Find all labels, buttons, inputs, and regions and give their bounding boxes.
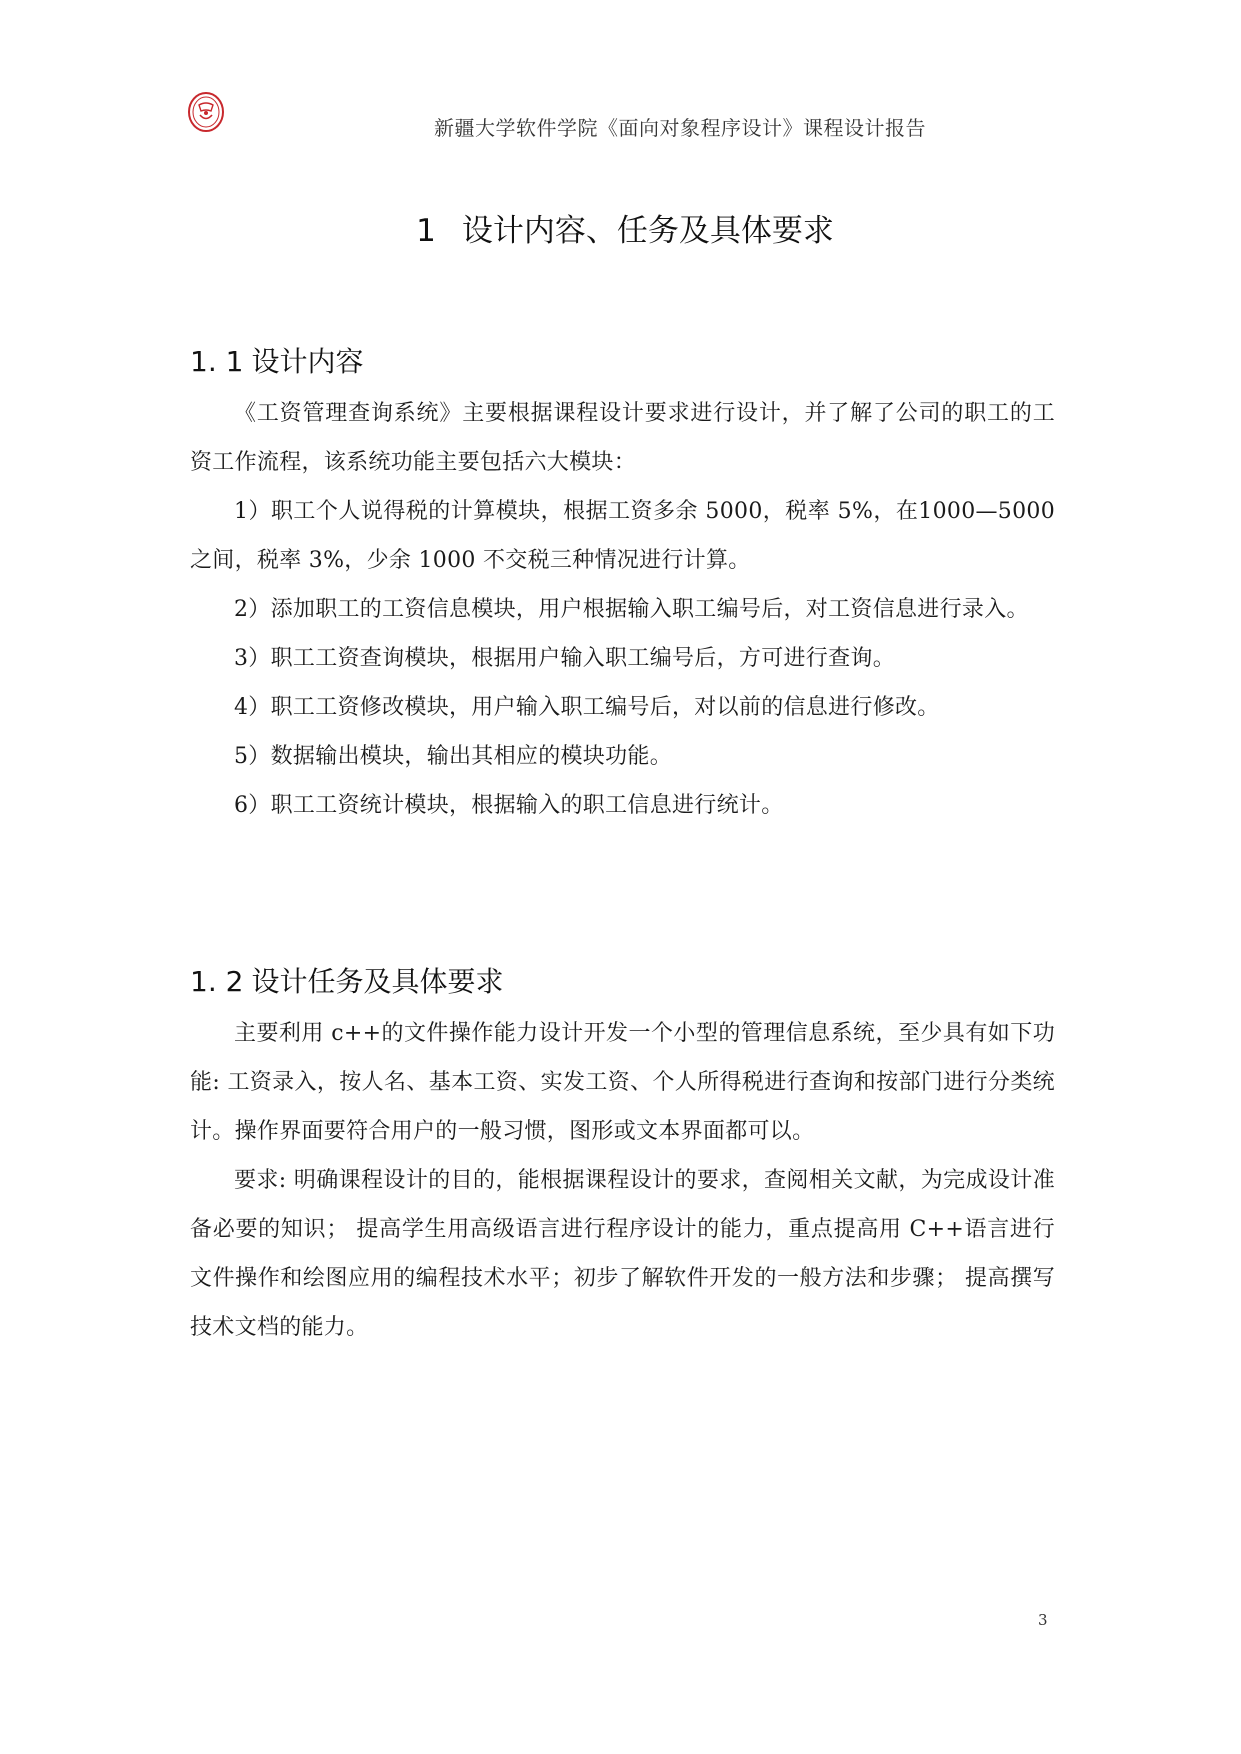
paragraph: 主要利用 c++的文件操作能力设计开发一个小型的管理信息系统，至少具有如下功能: 工资录入，按人名、基本工资、实发工资、个人所得税进行查询和按部门进行分类统计。操作界面要符合用户的一般习惯，图形或文本界面都可以。 (190, 1021, 1055, 1144)
paragraph: 要求: 明确课程设计的目的，能根据课程设计的要求，查阅相关文献，为完成设计准备必要的知识； 提高学生用高级语言进行程序设计的能力，重点提高用 C++语言进行文件操作和绘图应用的编程技术水平；初步了解软件开发的一般方法和步骤； 提高撰写技术文档的能力。 (190, 1168, 1055, 1340)
section-title-text: 设计任务及具体要求 (251, 965, 504, 998)
page-number: 3 (1038, 1611, 1048, 1629)
chapter-number: 1 (416, 213, 436, 249)
section-body-design-content (190, 389, 1055, 830)
section-title-text: 设计内容 (251, 345, 364, 378)
section-number: 1. 1 (190, 345, 244, 378)
chapter-title (190, 205, 1060, 250)
section-body-design-tasks (190, 1009, 1055, 1352)
section-heading-design-content (190, 340, 363, 380)
university-seal-icon (187, 91, 225, 133)
chapter-title-text: 设计内容、任务及具体要求 (461, 213, 834, 249)
paragraph: 5）数据输出模块，输出其相应的模块功能。 (234, 744, 672, 769)
running-header: 新疆大学软件学院《面向对象程序设计》课程设计报告 (434, 116, 926, 140)
paragraph: 1）职工个人说得税的计算模块，根据工资多余 5000，税率 5%，在1000—5000 之间，税率 3%，少余 1000 不交税三种情况进行计算。 (190, 499, 1055, 573)
paragraph: 3）职工工资查询模块，根据用户输入职工编号后，方可进行查询。 (234, 646, 895, 671)
paragraph: 6）职工工资统计模块，根据输入的职工信息进行统计。 (234, 793, 784, 818)
section-heading-design-tasks (190, 960, 503, 1000)
paragraph: 2）添加职工的工资信息模块，用户根据输入职工编号后，对工资信息进行录入。 (234, 597, 1029, 622)
section-number: 1. 2 (190, 965, 244, 998)
paragraph: 4）职工工资修改模块，用户输入职工编号后，对以前的信息进行修改。 (234, 695, 940, 720)
paragraph: 《工资管理查询系统》主要根据课程设计要求进行设计，并了解了公司的职工的工资工作流程，该系统功能主要包括六大模块： (190, 401, 1055, 475)
